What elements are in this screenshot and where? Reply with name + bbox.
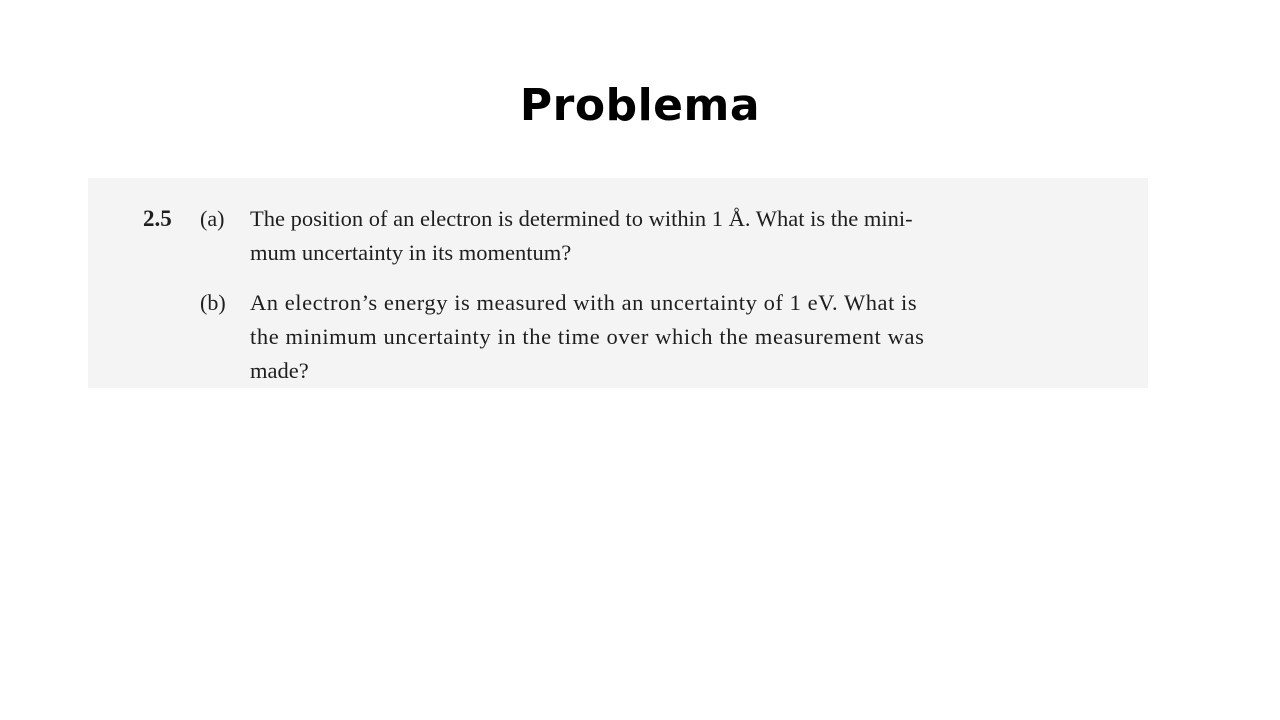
part-a-line-1: The position of an electron is determined to within 1 Å. What is the mini- <box>250 206 913 231</box>
part-a-line-2: mum uncertainty in its momentum? <box>250 240 572 265</box>
scan-residue-marks <box>203 178 393 184</box>
problem-number: 2.5 <box>143 206 172 231</box>
scanned-textbook-excerpt <box>88 178 1148 388</box>
part-b-line-1: An electron’s energy is measured with an uncertainty of 1 eV. What is <box>250 290 918 315</box>
slide-title: Problema <box>519 80 761 131</box>
part-b-line-3: made? <box>250 358 309 383</box>
part-b-line-2: the minimum uncertainty in the time over which the measurement was <box>250 324 925 349</box>
part-a-label: (a) <box>200 206 225 231</box>
part-b-label: (b) <box>200 290 226 315</box>
